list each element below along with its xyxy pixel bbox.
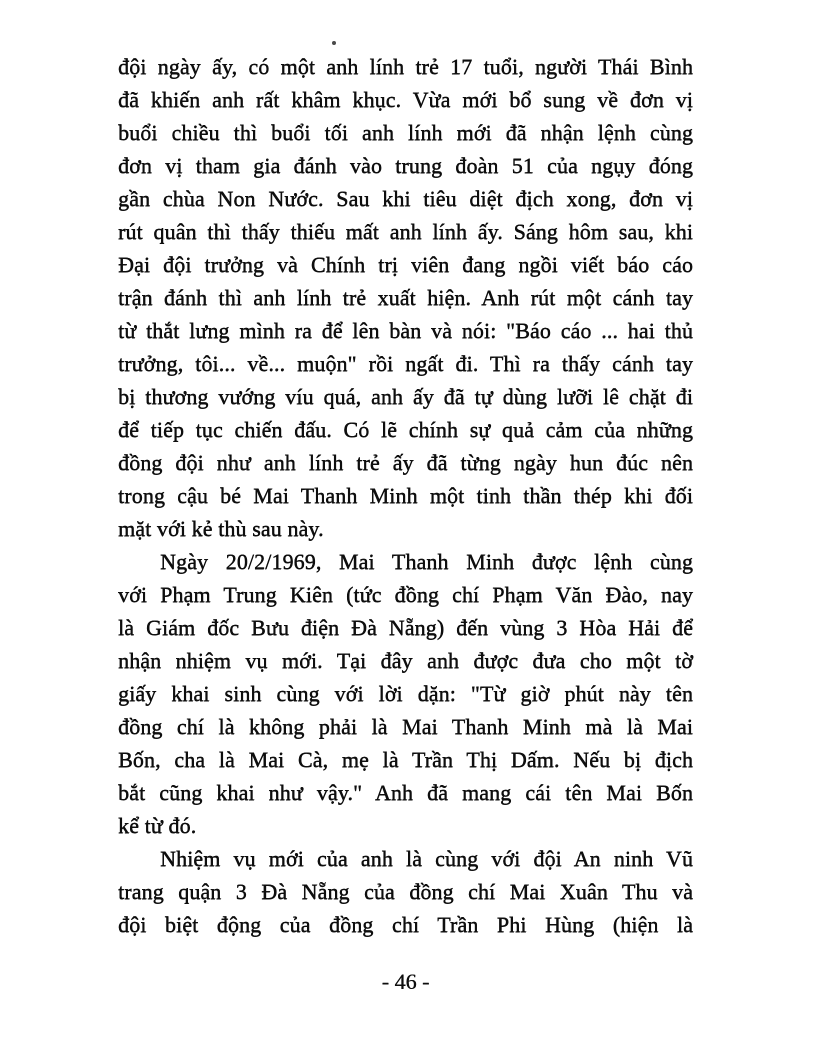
text-line: là Giám đốc Bưu điện Đà Nẵng) đến vùng 3 Hòa Hải để [118, 615, 693, 640]
text-line: mặt với kẻ thù sau này. [118, 516, 324, 541]
text-line: Ngày 20/2/1969, Mai Thanh Minh được lệnh cùng [160, 549, 693, 574]
text-line: Bốn, cha là Mai Cà, mẹ là Trần Thị Dấm. Nếu bị địch [118, 747, 693, 772]
text-line: Đại đội trưởng và Chính trị viên đang ngồi viết báo cáo [118, 252, 693, 277]
text-column [118, 50, 693, 941]
paragraph-2 [118, 545, 693, 842]
text-line: đội ngày ấy, có một anh lính trẻ 17 tuổi, người Thái Bình [118, 54, 693, 79]
text-line: gần chùa Non Nước. Sau khi tiêu diệt địch xong, đơn vị [118, 186, 693, 211]
text-line: từ thắt lưng mình ra để lên bàn và nói: "Báo cáo ... hai thủ [118, 318, 693, 343]
page-number: - 46 - [381, 969, 430, 994]
text-line: đồng chí là không phải là Mai Thanh Minh mà là Mai [118, 714, 693, 739]
paragraph-3 [118, 842, 693, 941]
text-line: kể từ đó. [118, 813, 197, 838]
text-line: với Phạm Trung Kiên (tức đồng chí Phạm Văn Đào, nay [118, 582, 693, 607]
text-line: trưởng, tôi... về... muộn" rồi ngất đi. Thì ra thấy cánh tay [118, 351, 693, 376]
text-line: trang quận 3 Đà Nẵng của đồng chí Mai Xuân Thu và [118, 879, 693, 904]
text-line: trong cậu bé Mai Thanh Minh một tinh thần thép khi đối [118, 483, 693, 508]
text-line: đơn vị tham gia đánh vào trung đoàn 51 của ngụy đóng [118, 153, 693, 178]
text-line: đồng đội như anh lính trẻ ấy đã từng ngày hun đúc nên [118, 450, 693, 475]
text-line: rút quân thì thấy thiếu mất anh lính ấy. Sáng hôm sau, khi [118, 219, 693, 244]
paragraph-1 [118, 50, 693, 545]
text-line: buổi chiều thì buổi tối anh lính mới đã nhận lệnh cùng [118, 120, 693, 145]
scan-speck [332, 41, 336, 45]
text-line: bị thương vướng víu quá, anh ấy đã tự dùng lưỡi lê chặt đi [118, 384, 693, 409]
text-line: Nhiệm vụ mới của anh là cùng với đội An ninh Vũ [160, 846, 693, 871]
text-line: đã khiến anh rất khâm khục. Vừa mới bổ sung về đơn vị [118, 87, 693, 112]
text-line: giấy khai sinh cùng với lời dặn: "Từ giờ phút này tên [118, 681, 693, 706]
text-line: trận đánh thì anh lính trẻ xuất hiện. Anh rút một cánh tay [118, 285, 693, 310]
text-line: để tiếp tục chiến đấu. Có lẽ chính sự quả cảm của những [118, 417, 693, 442]
text-line: nhận nhiệm vụ mới. Tại đây anh được đưa cho một tờ [118, 648, 693, 673]
text-line: bắt cũng khai như vậy." Anh đã mang cái tên Mai Bốn [118, 780, 693, 805]
text-line: đội biệt động của đồng chí Trần Phi Hùng (hiện là [118, 912, 693, 937]
